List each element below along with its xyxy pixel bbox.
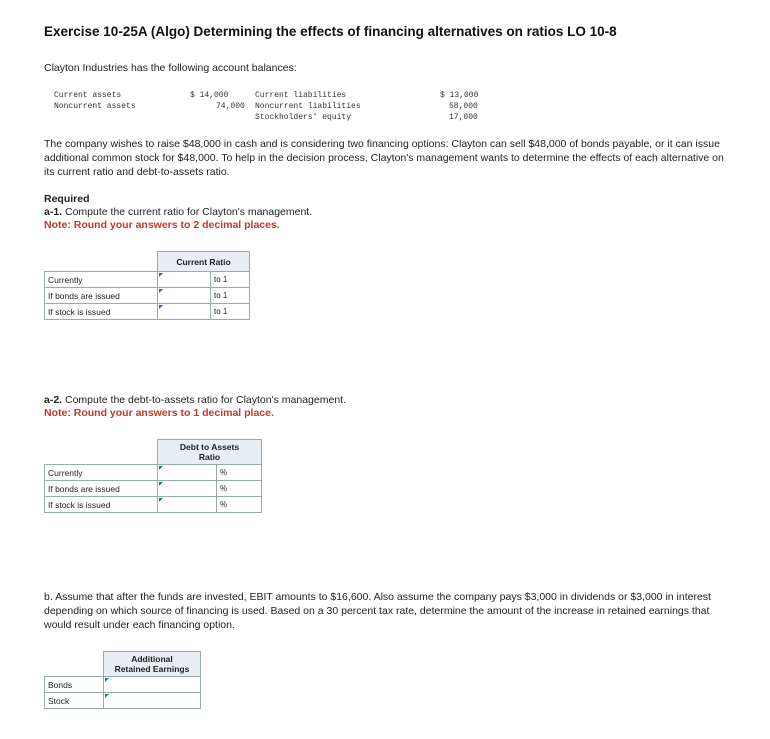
table-row [45,693,201,709]
noncurrent-liabilities-label: Noncurrent liabilities [255,102,361,111]
table-row [45,288,250,304]
equity-value: 17,000 [449,113,478,122]
current-ratio-stock-input[interactable] [158,305,210,318]
retained-earnings-table [44,651,201,709]
task-a2-number: a-2. [44,394,63,406]
unit-label: to 1 [211,288,250,304]
debt-ratio-stock-input[interactable] [158,498,216,511]
current-assets-label: Current assets [54,91,122,100]
retained-earnings-bonds-input[interactable] [104,678,200,691]
input-flag-icon [159,305,163,309]
task-a1 [44,206,312,218]
debt-ratio-bonds-input[interactable] [158,482,216,495]
noncurrent-assets-value: 74,000 [216,102,245,111]
table-row [45,465,262,481]
table-row [45,481,262,497]
table-row [45,677,201,693]
required-heading: Required [44,193,90,205]
row-label-stock: If stock is issued [45,304,158,320]
input-flag-icon [159,482,163,486]
row-label-currently: Currently [45,272,158,288]
table-row [45,304,250,320]
current-liabilities-value: $ 13,000 [440,91,479,100]
intro-text: Clayton Industries has the following account balances: [44,62,297,74]
input-flag-icon [159,466,163,470]
debt-ratio-currently-input[interactable] [158,466,216,479]
task-a1-text: Compute the current ratio for Clayton's management. [62,206,313,218]
row-label-bonds: If bonds are issued [45,481,158,497]
current-ratio-table [44,251,250,320]
header-line-1: Additional [131,654,173,664]
noncurrent-liabilities-value: 58,000 [449,102,478,111]
table-row [45,272,250,288]
input-flag-icon [159,289,163,293]
exercise-title: Exercise 10-25A (Algo) Determining the effects of financing alternatives on ratios LO 10-8 [44,24,617,39]
header-line-2: Retained Earnings [114,664,190,674]
debt-to-assets-header [158,440,262,465]
row-label-bonds: If bonds are issued [45,288,158,304]
current-ratio-bonds-input[interactable] [158,289,210,302]
input-flag-icon [159,498,163,502]
task-a2 [44,394,346,406]
unit-label: % [217,497,262,513]
task-a2-text: Compute the debt-to-assets ratio for Clayton's management. [62,394,346,406]
input-flag-icon [159,273,163,277]
header-line-1: Debt to Assets [179,442,240,452]
row-label-currently: Currently [45,465,158,481]
problem-description: The company wishes to raise $48,000 in cash and is considering two financing options: Clayton can sell $48,000 of bonds payable, or it can issue additional common stock for $48,000. To help in the decision process, Clayton's management wants to determine the effects of each alternative on its current ratio and debt-to-assets ratio. [44,138,724,178]
current-liabilities-label: Current liabilities [255,91,347,100]
unit-label: to 1 [211,272,250,288]
row-label-stock: If stock is issued [45,497,158,513]
equity-label: Stockholders' equity [255,113,352,122]
table-row [45,497,262,513]
current-ratio-header: Current Ratio [158,252,250,272]
noncurrent-assets-label: Noncurrent assets [54,102,136,111]
retained-earnings-stock-input[interactable] [104,694,200,707]
retained-earnings-header [104,652,201,677]
task-b-text: b. Assume that after the funds are invested, EBIT amounts to $16,600. Also assume the company pays $3,000 in dividends or $3,000 in interest depending on which source of financing is used. Based on a 30 percent tax rate, determine the amount of the increase in retained earnings that would result under each financing option. [44,591,711,631]
current-ratio-currently-input[interactable] [158,273,210,286]
current-assets-value: $ 14,000 [190,91,229,100]
unit-label: % [217,481,262,497]
header-line-2: Ratio [198,452,221,462]
note-a2: Note: Round your answers to 1 decimal place. [44,407,274,419]
note-a1: Note: Round your answers to 2 decimal places. [44,219,280,231]
row-label-bonds: Bonds [45,677,104,693]
unit-label: % [217,465,262,481]
row-label-stock: Stock [45,693,104,709]
unit-label: to 1 [211,304,250,320]
input-flag-icon [105,678,109,682]
debt-to-assets-table [44,439,262,513]
input-flag-icon [105,694,109,698]
task-a1-number: a-1. [44,206,63,218]
